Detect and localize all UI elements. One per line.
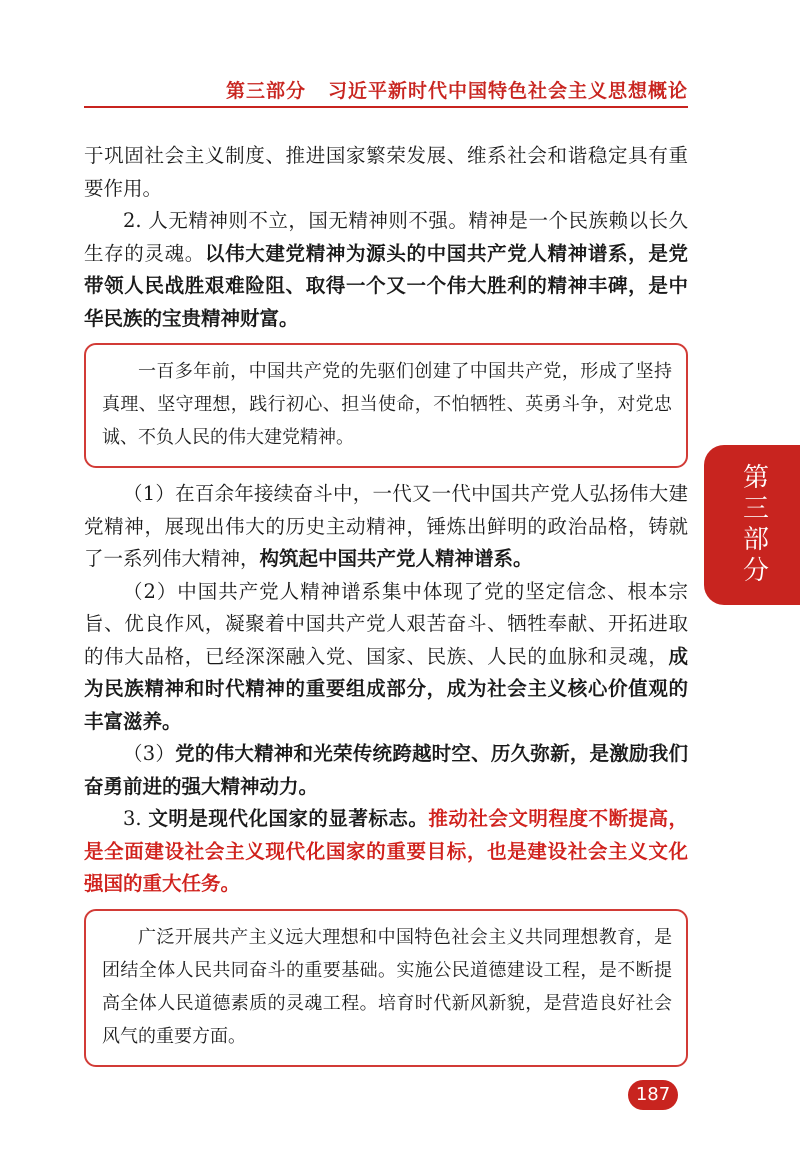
paragraph-spirit-text: 2. 人无精神则不立，国无精神则不强。精神是一个民族赖以长久生存的灵魂。	[84, 209, 688, 265]
header-part-label: 第三部分	[225, 80, 306, 102]
paragraph-spirit	[84, 205, 688, 335]
point-2-bold: 成为民族精神和时代精神的重要组成部分，成为社会主义核心价值观的丰富滋养。	[84, 644, 688, 733]
paragraph-continuation: 于巩固社会主义制度、推进国家繁荣发展、维系社会和谐稳定具有重要作用。	[84, 144, 688, 200]
quote-box-founding-spirit	[84, 343, 688, 468]
paragraph-point-3	[84, 738, 688, 803]
civilization-bold: 文明是现代化国家的显著标志。	[148, 807, 429, 830]
quote-box-ideals	[84, 909, 688, 1067]
point-1-text: （1）在百余年接续奋斗中，一代又一代中国共产党人弘扬伟大建党精神，展现出伟大的历史主动精神，锤炼出鲜明的政治品格，铸就了一系列伟大精神，	[84, 482, 688, 570]
paragraph-point-2	[84, 576, 688, 739]
paragraph-point-1	[84, 478, 688, 576]
page-number: 187	[628, 1080, 678, 1110]
civilization-num: 3.	[123, 807, 149, 830]
paragraph-spirit-bold: 以伟大建党精神为源头的中国共产党人精神谱系，是党带领人民战胜艰难险阻、取得一个又一个伟大胜利的精神丰碑，是中华民族的宝贵精神财富。	[84, 241, 688, 330]
point-3-bold: 党的伟大精神和光荣传统跨越时空、历久弥新，是激励我们奋勇前进的强大精神动力。	[84, 742, 688, 798]
header-title	[226, 76, 688, 103]
quote-box-text: 广泛开展共产主义远大理想和中国特色社会主义共同理想教育，是团结全体人民共同奋斗的重要基础。实施公民道德建设工程，是不断提高全体人民道德素质的灵魂工程。培育时代新风新貌，是营造良好社会风气的重要方面。	[102, 926, 672, 1047]
point-2-text: （2）中国共产党人精神谱系集中体现了党的坚定信念、根本宗旨、优良作风，凝聚着中国共产党人艰苦奋斗、牺牲奉献、开拓进取的伟大品格，已经深深融入党、国家、民族、人民的血脉和灵魂，	[84, 579, 688, 668]
point-3-prefix: （3）	[123, 742, 176, 765]
civilization-red: 推动社会文明程度不断提高，是全面建设社会主义现代化国家的重要目标，也是建设社会主义文化强国的重大任务。	[84, 807, 688, 895]
header-book-title: 习近平新时代中国特色社会主义思想概论	[327, 80, 688, 102]
point-1-bold: 构筑起中国共产党人精神谱系。	[259, 547, 533, 570]
running-header	[0, 68, 800, 108]
section-tab	[704, 445, 800, 605]
quote-box-text: 一百多年前，中国共产党的先驱们创建了中国共产党，形成了坚持真理、坚守理想，践行初心、担当使命，不怕牺牲、英勇斗争，对党忠诚、不负人民的伟大建党精神。	[102, 361, 672, 448]
page-body	[84, 140, 688, 1077]
header-rule	[84, 106, 688, 108]
section-tab-label: 第三部分	[742, 463, 769, 586]
paragraph-civilization	[84, 803, 688, 901]
